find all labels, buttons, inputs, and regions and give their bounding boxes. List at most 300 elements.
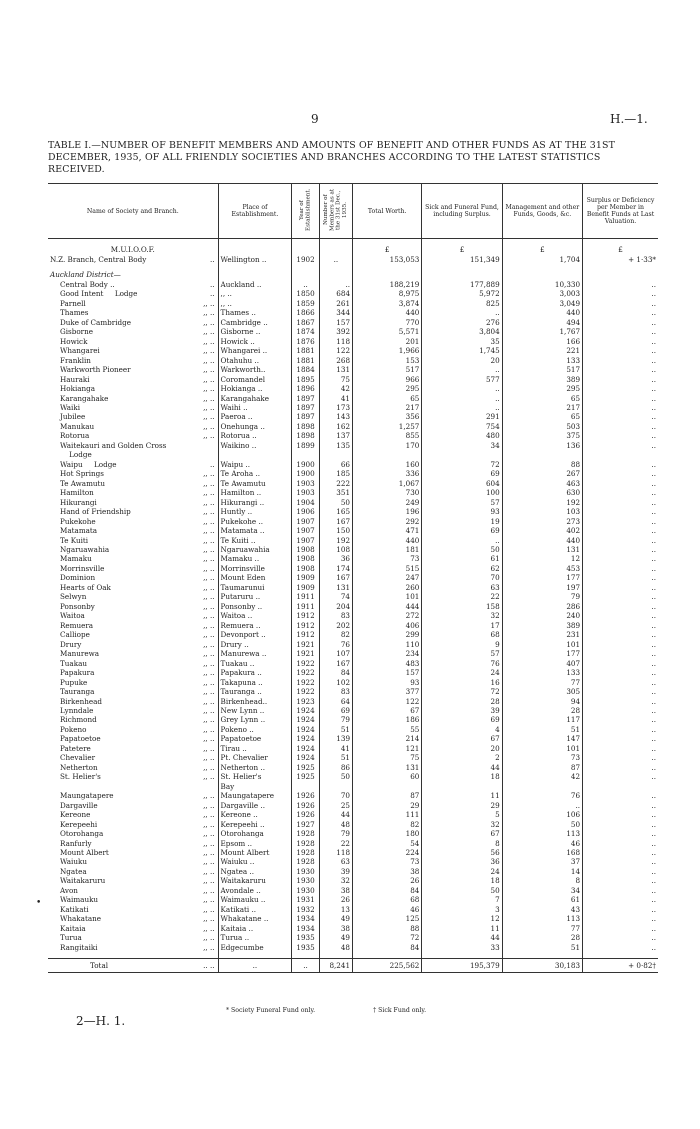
branch-sick: 24 [422,866,502,875]
footer-reference: 2—H. 1. [76,1014,126,1028]
branch-members: 139 [319,734,352,743]
col-header-members: Number of Members as at the 31st Dec., 1935. [319,184,352,239]
branch-sick: 67 [422,734,502,743]
branch-place: Auckland .. [218,279,292,288]
branch-place: Waikino .. [218,440,292,449]
branch-place: Maungatapere [218,791,292,800]
table-row [48,421,658,430]
branch-name: Katikati [60,904,89,914]
branch-mgmt: 113 [502,829,582,838]
branch-members: 70 [319,791,352,800]
table-row [48,668,658,677]
branch-name: Hot Springs [60,469,104,479]
branch-worth: 217 [353,403,422,412]
branch-year: 1898 [292,421,320,430]
branch-sick: 7 [422,895,502,904]
unit-sick: £ [422,245,502,254]
branch-name: Turua [60,933,82,943]
branch-worth: 295 [353,384,422,393]
table-row [48,611,658,620]
branch-surplus: .. [583,535,658,544]
branch-place: Rotorua .. [218,431,292,440]
branch-dots: ,, .. [203,601,215,611]
branch-members: 162 [319,421,352,430]
branch-sick: 24 [422,668,502,677]
branch-sick: 29 [422,800,502,809]
branch-year: 1859 [292,298,320,307]
branch-sick: .. [422,384,502,393]
branch-members: 36 [319,554,352,563]
branch-dots: ,, .. [203,611,215,621]
branch-mgmt: 286 [502,601,582,610]
branch-surplus: .. [583,734,658,743]
branch-name: Dominion [60,573,96,583]
branch-surplus: .. [583,393,658,402]
branch-place: Thames .. [218,308,292,317]
branch-worth: 84 [353,942,422,951]
branch-members: 122 [319,346,352,355]
branch-sick: 67 [422,829,502,838]
branch-mgmt: 43 [502,904,582,913]
branch-surplus: .. [583,724,658,733]
branch-name: Hikurangi [60,497,97,507]
branch-sick: 11 [422,791,502,800]
branch-year: 1922 [292,687,320,696]
branch-members: 157 [319,317,352,326]
branch-surplus: .. [583,933,658,942]
branch-surplus: .. [583,715,658,724]
branch-place: Bay [218,781,292,790]
branch-sick: 20 [422,355,502,364]
branch-sick: 11 [422,923,502,932]
branch-worth: 224 [353,848,422,857]
branch-year: 1909 [292,573,320,582]
branch-mgmt: 50 [502,819,582,828]
branch-year: 1928 [292,838,320,847]
table-caption: TABLE I.—NUMBER OF BENEFIT MEMBERS AND AMOUNTS OF BENEFIT AND OTHER FUNDS AS AT THE 31ST DECEMBER, 1935, OF ALL FRIENDLY SOCIETIES AND BRANCHES ACCORDING TO THE LATEST STATISTICS RECEIVED. [48,140,616,175]
district-heading: Auckland District— [50,270,121,280]
branch-name: Whangarei [60,346,100,356]
branch-mgmt: 295 [502,384,582,393]
branch-place: Te Aroha .. [218,469,292,478]
branch-mgmt: 305 [502,687,582,696]
branch-place: Waiuku .. [218,857,292,866]
branch-year: 1904 [292,497,320,506]
branch-worth: 131 [353,762,422,771]
branch-dots: ,, .. [203,762,215,772]
branch-worth: 188,219 [353,279,422,288]
total-worth: 225,562 [353,958,422,972]
branch-year: 1907 [292,516,320,525]
branch-worth: 170 [353,440,422,449]
table-row [48,355,658,364]
branch-worth: 356 [353,412,422,421]
table-row [48,507,658,516]
branch-place: Netherton .. [218,762,292,771]
branch-mgmt: 517 [502,365,582,374]
branch-year: 1900 [292,459,320,468]
branch-sick: 50 [422,545,502,554]
table-row [48,819,658,828]
branch-place: Morrinsville [218,563,292,572]
branch-name: Duke of Cambridge [60,317,131,327]
branch-sick: 1,745 [422,346,502,355]
branch-place: Matamata .. [218,526,292,535]
branch-dots: ,, .. [203,677,215,687]
branch-dots: .. [209,289,215,299]
branch-year: 1896 [292,384,320,393]
branch-year: 1928 [292,829,320,838]
branch-mgmt: 494 [502,317,582,326]
table-row [48,876,658,885]
branch-mgmt: 3,003 [502,289,582,298]
branch-name: Rotorua [60,431,90,441]
branch-members: 131 [319,365,352,374]
branch-year: 1908 [292,554,320,563]
branch-members: 41 [319,393,352,402]
branch-worth: 68 [353,895,422,904]
table-row [48,346,658,355]
branch-members: 66 [319,459,352,468]
branch-surplus: .. [583,469,658,478]
branch-name: Lynndale [60,705,94,715]
table-row [48,942,658,951]
branch-sick: 44 [422,933,502,942]
branch-sick: 2 [422,753,502,762]
branch-worth: 201 [353,336,422,345]
total-row [48,958,658,972]
branch-worth [353,450,422,459]
branch-surplus: .. [583,819,658,828]
table-row [48,866,658,875]
branch-surplus: .. [583,478,658,487]
branch-worth: 249 [353,497,422,506]
branch-mgmt: 147 [502,734,582,743]
branch-name: Drury [60,639,82,649]
branch-place: Whakatane .. [218,914,292,923]
table-row [48,687,658,696]
branch-surplus: .. [583,829,658,838]
branch-worth [353,781,422,790]
branch-surplus: .. [583,658,658,667]
branch-members: 202 [319,620,352,629]
branch-worth: 234 [353,649,422,658]
branch-mgmt: 168 [502,848,582,857]
branch-dots: ,, .. [203,649,215,659]
branch-year: 1899 [292,440,320,449]
table-row [48,469,658,478]
branch-year: 1907 [292,535,320,544]
branch-worth: 75 [353,753,422,762]
table-row [48,772,658,781]
branch-sick: 18 [422,772,502,781]
branch-year: 1874 [292,327,320,336]
col-header-worth: Total Worth. [353,184,422,239]
branch-worth: 292 [353,516,422,525]
branch-members: 185 [319,469,352,478]
branch-year: 1906 [292,507,320,516]
branch-name: Papatoetoe [60,734,101,744]
branch-name: Remuera [60,620,94,630]
branch-name: Ranfurly [60,838,92,848]
branch-members: 165 [319,507,352,516]
table-row [48,450,658,459]
branch-worth: 855 [353,431,422,440]
branch-members: 107 [319,649,352,658]
branch-year: 1924 [292,724,320,733]
branch-worth: 517 [353,365,422,374]
branch-members: 86 [319,762,352,771]
branch-name: Birkenhead [60,696,103,706]
branch-name: St. Helier's [60,772,101,782]
table-row [48,630,658,639]
branch-dots: ,, .. [203,829,215,839]
branch-dots: ,, .. [203,791,215,801]
branch-name: Mamaku [60,554,92,564]
branch-surplus: .. [583,838,658,847]
branch-place: Tauranga .. [218,687,292,696]
branch-year: 1926 [292,791,320,800]
branch-sick: 39 [422,706,502,715]
branch-sick: 76 [422,658,502,667]
branch-surplus: .. [583,791,658,800]
footnote-sick: † Sick Fund only. [373,1007,427,1014]
branch-surplus: .. [583,904,658,913]
branch-dots: ,, .. [203,942,215,952]
branch-mgmt: 117 [502,715,582,724]
branch-name: Pokeno [60,724,87,734]
branch-sick: 57 [422,497,502,506]
branch-members: 222 [319,478,352,487]
branch-name: Central Body .. [60,279,115,289]
branch-year: 1922 [292,658,320,667]
branch-worth: 471 [353,526,422,535]
table-row [48,478,658,487]
branch-sick: 69 [422,715,502,724]
footnote-funeral: * Society Funeral Fund only. [226,1007,316,1014]
branch-surplus: .. [583,289,658,298]
branch-mgmt: 103 [502,507,582,516]
branch-sick: 577 [422,374,502,383]
branch-surplus: .. [583,914,658,923]
branch-worth: 65 [353,393,422,402]
branch-name: Dargaville [60,800,98,810]
table-row [48,279,658,288]
branch-members: 50 [319,497,352,506]
branch-place: Kaitaia .. [218,923,292,932]
branch-surplus: .. [583,488,658,497]
table-row [48,715,658,724]
branch-mgmt: 389 [502,620,582,629]
branch-members: 76 [319,639,352,648]
branch-sick: 4 [422,724,502,733]
nz-branch-dots: .. [209,254,215,264]
branch-sick: 9 [422,639,502,648]
branch-mgmt: 177 [502,573,582,582]
branch-dots: ,, .. [203,876,215,886]
branch-worth: 1,257 [353,421,422,430]
branch-sick: 18 [422,876,502,885]
branch-mgmt: 10,330 [502,279,582,288]
table-row [48,526,658,535]
table-row [48,791,658,800]
branch-mgmt: 630 [502,488,582,497]
branch-mgmt: 440 [502,535,582,544]
branch-place: Kerepeehi .. [218,819,292,828]
branch-worth: 122 [353,696,422,705]
branch-worth: 111 [353,810,422,819]
branch-members: 79 [319,715,352,724]
branch-members: 42 [319,384,352,393]
branch-year: 1897 [292,412,320,421]
branch-members: 39 [319,866,352,875]
branch-name: Gisborne [60,327,93,337]
branch-worth: 110 [353,639,422,648]
branch-worth: 55 [353,724,422,733]
branch-sick: 32 [422,611,502,620]
branch-dots: ,, .. [203,620,215,630]
unit-mgmt: £ [502,245,582,254]
nz-branch-members: .. [319,254,352,263]
table-row [48,724,658,733]
branch-worth: 38 [353,866,422,875]
branch-surplus: .. [583,687,658,696]
branch-surplus: .. [583,554,658,563]
branch-members: 51 [319,753,352,762]
branch-dots: ,, .. [203,412,215,422]
branch-dots: ,, .. [203,384,215,394]
branch-members [319,450,352,459]
branch-surplus: .. [583,355,658,364]
branch-year: 1921 [292,639,320,648]
branch-worth: 88 [353,923,422,932]
branch-members: 167 [319,658,352,667]
branch-dots: ,, .. [203,346,215,356]
branch-worth: 180 [353,829,422,838]
table-row [48,573,658,582]
table-row [48,904,658,913]
branch-year: 1884 [292,365,320,374]
branch-mgmt: 3,049 [502,298,582,307]
branch-worth: 5,571 [353,327,422,336]
branch-year: 1928 [292,857,320,866]
branch-mgmt: 133 [502,668,582,677]
table-row [48,734,658,743]
table-row [48,488,658,497]
table-row [48,535,658,544]
branch-year: 1934 [292,923,320,932]
branch-dots: ,, .. [203,914,215,924]
branch-dots: ,, .. [203,592,215,602]
branch-worth: 1,067 [353,478,422,487]
branch-mgmt: 51 [502,942,582,951]
branch-worth: 966 [353,374,422,383]
branch-sick: 44 [422,762,502,771]
branch-dots: ,, .. [203,923,215,933]
table-row [48,838,658,847]
branch-place: Ngaruawahia [218,545,292,554]
branch-sick: 5,972 [422,289,502,298]
table-row [48,384,658,393]
branch-members: 41 [319,743,352,752]
branch-members: 84 [319,668,352,677]
table-row [48,800,658,809]
branch-members: 38 [319,923,352,932]
branch-place: Mount Albert [218,848,292,857]
branch-name: Otorohanga [60,829,104,839]
nz-branch-row [48,254,658,263]
branch-place: Howick .. [218,336,292,345]
branch-dots: ,, .. [203,715,215,725]
branch-mgmt: 402 [502,526,582,535]
branch-members [319,781,352,790]
branch-sick: 8 [422,838,502,847]
branch-members: 118 [319,336,352,345]
branch-dots: ,, .. [203,819,215,829]
branch-mgmt: .. [502,800,582,809]
branch-year: 1930 [292,876,320,885]
branch-place: ,, .. [218,289,292,298]
col-header-place: Place of Establishment. [218,184,292,239]
branch-members: 64 [319,696,352,705]
branch-dots: ,, .. [203,308,215,318]
branch-name: Lodge [60,450,92,460]
branch-place: Warkworth.. [218,365,292,374]
total-dots: .. .. [203,960,215,970]
branch-members: 69 [319,706,352,715]
table-row [48,431,658,440]
branch-sick: 69 [422,526,502,535]
branch-year: 1903 [292,478,320,487]
table-row [48,743,658,752]
branch-surplus: .. [583,412,658,421]
branch-sick: 33 [422,942,502,951]
branch-members: 392 [319,327,352,336]
branch-mgmt: 131 [502,545,582,554]
branch-worth: 377 [353,687,422,696]
branch-year: 1897 [292,393,320,402]
branch-sick: .. [422,393,502,402]
branch-dots: ,, .. [203,630,215,640]
branch-year: 1924 [292,753,320,762]
branch-members: 143 [319,412,352,421]
col-header-surplus: Surplus or Deficiency per Member in Benefit Funds at Last Valuation. [583,184,658,239]
table-row [48,762,658,771]
branch-dots: ,, .. [203,336,215,346]
branch-mgmt: 177 [502,649,582,658]
branch-worth: 26 [353,876,422,885]
branch-mgmt [502,781,582,790]
branch-members: 49 [319,933,352,942]
branch-name: Pukekohe [60,516,96,526]
branch-name: Matamata [60,526,98,536]
branch-mgmt: 37 [502,857,582,866]
branch-dots: ,, .. [203,402,215,412]
branch-year: 1867 [292,317,320,326]
branch-name: Hauraki [60,374,90,384]
branch-year: .. [292,279,320,288]
branch-members: 135 [319,440,352,449]
total-surplus: + 0·82† [583,958,658,972]
branch-dots: ,, .. [203,772,215,782]
branch-members: 344 [319,308,352,317]
branch-year: 1926 [292,810,320,819]
branch-dots: .. [209,459,215,469]
branch-worth: 515 [353,563,422,572]
table-row [48,649,658,658]
table-row [48,781,658,790]
branch-surplus: .. [583,639,658,648]
